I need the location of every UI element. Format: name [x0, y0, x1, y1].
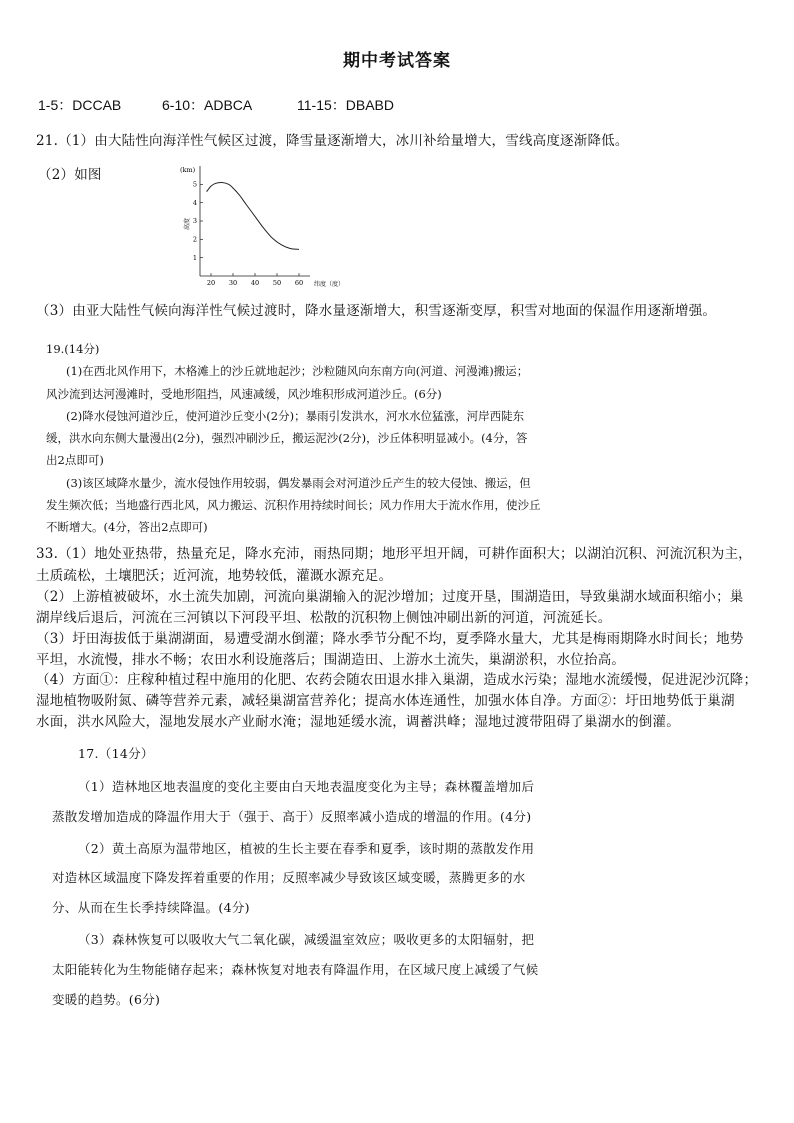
- x-tick-label: 40: [250, 279, 260, 287]
- q17-heading: 17.（14分）: [78, 746, 154, 761]
- q17-line-7: 太阳能转化为生物能储存起来；森林恢复对地表有降温作用，在区域尺度上减缓了气候: [52, 962, 539, 977]
- x-tick-label: 50: [272, 279, 282, 287]
- x-tick-label: 60: [294, 279, 304, 287]
- q19-line-1: (1)在西北风作用下，木格滩上的沙丘就地起沙；沙粒随风向东南方向(河道、河漫滩)搬运；: [66, 364, 529, 378]
- q19-line-2: 风沙流到达河漫滩时，受地形阻挡，风速减缓，风沙堆积形成河道沙丘。(6分): [46, 387, 442, 401]
- q33-line-4: 湖岸线后退后，河流在三河镇以下河段平坦、松散的沉积物上侧蚀冲刷出新的河道，河流延长。: [36, 610, 612, 626]
- mc-answers-6-10: 6-10：ADBCA: [162, 97, 253, 113]
- q17-line-2: 蒸散发增加造成的降温作用大于（强于、高于）反照率减小造成的增温的作用。(4分): [52, 809, 532, 824]
- altitude-latitude-chart: [178, 162, 358, 290]
- y-tick-label: 5: [192, 180, 197, 189]
- q21-part2: （2）如图: [38, 167, 102, 183]
- q19-line-7: 发生频次低；当地盛行西北风，风力搬运、沉积作用持续时间长；风力作用大于流水作用，使沙丘: [46, 498, 541, 512]
- q33-line-9: 水面，洪水风险大，湿地发展水产业耐水淹；湿地延缓水流，调蓄洪峰；湿地过渡带阻碍了巢湖水的倒灌。: [36, 714, 680, 730]
- q17-line-4: 对造林区域温度下降发挥着重要的作用；反照率减少导致该区域变暖，蒸腾更多的水: [52, 870, 526, 885]
- x-tick-label: 20: [206, 279, 216, 287]
- y-axis-label: 高度: [184, 217, 191, 230]
- x-tick-label: 30: [228, 279, 238, 287]
- q33-line-1: 33.（1）地处亚热带，热量充足，降水充沛，雨热同期；地形平坦开阔，可耕作面积大；以湖泊沉积、河流沉积为主，: [36, 546, 752, 562]
- y-tick-label: 1: [192, 253, 197, 262]
- q21-part3: （3）由亚大陆性气候向海洋性气候过渡时，降水量逐渐增大，积雪逐渐变厚，积雪对地面的保温作用逐渐增强。: [36, 303, 717, 319]
- y-unit-label: (km): [180, 166, 196, 174]
- q19-line-8: 不断增大。(4分，答出2点即可): [46, 520, 208, 534]
- y-tick-label: 4: [192, 198, 197, 207]
- q21-part1: 21.（1）由大陆性向海洋性气候区过渡，降雪量逐渐增大，冰川补给量增大，雪线高度逐渐降低。: [36, 133, 629, 149]
- mc-answers-11-15: 11-15：DBABD: [297, 97, 395, 113]
- q33-line-2: 土质疏松，土壤肥沃；近河流，地势较低，灌溉水源充足。: [36, 568, 393, 584]
- x-axis-label: 纬度（度）: [314, 281, 345, 288]
- q33-line-8: 湿地植物吸附氮、磷等营养元素，减轻巢湖富营养化；提高水体连通性，加强水体自净。方面②：圩田地势低于巢湖: [36, 693, 735, 709]
- y-tick-label: 3: [192, 217, 197, 226]
- q19-line-3: (2)降水侵蚀河道沙丘，使河道沙丘变小(2分)；暴雨引发洪水，河水水位猛涨，河岸西陡东: [66, 409, 525, 423]
- q33-line-3: （2）上游植被破坏，水土流失加剧，河流向巢湖输入的泥沙增加；过度开垦，围湖造田，导致巢湖水域面积缩小；巢: [36, 589, 744, 605]
- q17-line-5: 分、从而在生长季持续降温。(4分): [52, 900, 250, 915]
- y-tick-label: 2: [192, 235, 197, 244]
- q19-line-4: 缓，洪水向东侧大量漫出(2分)，强烈冲刷沙丘，搬运泥沙(2分)，沙丘体积明显减小。(4分，答: [46, 431, 528, 445]
- q33-line-6: 平坦，水流慢，排水不畅；农田水利设施落后；围湖造田、上游水土流失，巢湖淤积，水位抬高。: [36, 652, 626, 668]
- q17-line-8: 变暖的趋势。(6分): [52, 992, 161, 1007]
- q19-line-6: (3)该区域降水量少，流水侵蚀作用较弱，偶发暴雨会对河道沙丘产生的较大侵蚀、搬运，但: [66, 476, 531, 490]
- altitude-curve: [207, 182, 299, 249]
- q17-line-1: （1）造林地区地表温度的变化主要由白天地表温度变化为主导；森林覆盖增加后: [78, 779, 535, 794]
- q33-line-5: （3）圩田海拔低于巢湖湖面，易遭受湖水倒灌；降水季节分配不均，夏季降水量大，尤其是梅雨期降水时间长；地势: [36, 631, 744, 647]
- q19-heading: 19.(14分): [46, 342, 100, 356]
- page-title: 期中考试答案: [343, 51, 451, 71]
- mc-answers-1-5: 1-5：DCCAB: [38, 97, 122, 113]
- q17-line-3: （2）黄土高原为温带地区，植被的生长主要在春季和夏季，该时期的蒸散发作用: [78, 841, 535, 856]
- q33-line-7: （4）方面①：庄稼种植过程中施用的化肥、农药会随农田退水排入巢湖，造成水污染；湿地水流缓慢，促进泥沙沉降；: [36, 672, 758, 688]
- q17-line-6: （3）森林恢复可以吸收大气二氧化碳，减缓温室效应；吸收更多的太阳辐射，把: [78, 932, 535, 947]
- q19-line-5: 出2点即可): [46, 453, 104, 467]
